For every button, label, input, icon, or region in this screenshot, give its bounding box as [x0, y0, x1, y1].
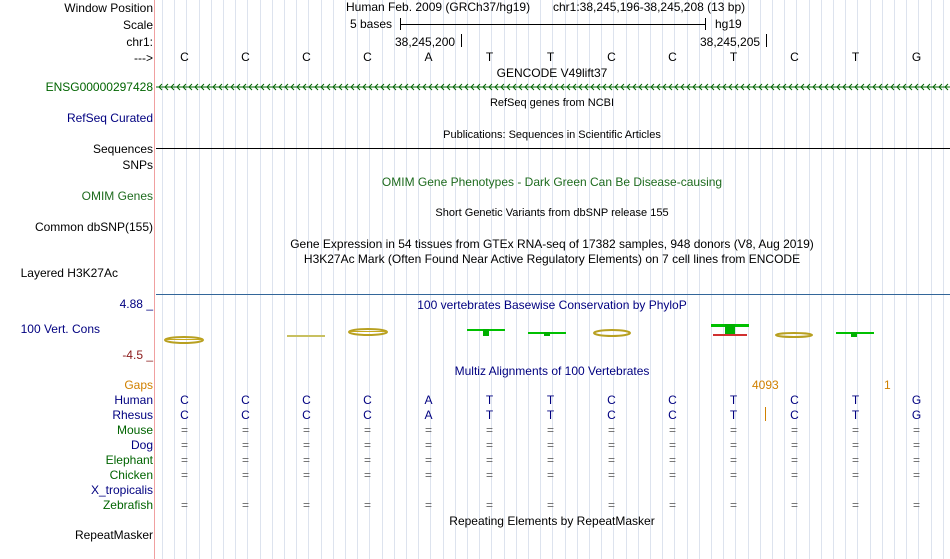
align-mouse-1: = — [241, 423, 249, 437]
base-2: C — [302, 50, 311, 64]
refseq-title: RefSeq genes from NCBI — [489, 97, 615, 109]
base-9: T — [729, 50, 738, 64]
align-human-7: C — [607, 393, 616, 407]
label-repeatmasker[interactable]: RepeatMasker — [74, 528, 153, 542]
align-dog-12: = — [912, 438, 920, 452]
label-sequences[interactable]: Sequences — [92, 142, 153, 156]
insertion-mark — [765, 407, 766, 421]
align-rhesus-11: T — [851, 408, 860, 422]
ruler-tick-2: 38,245,205 — [700, 35, 761, 49]
align-mouse-5: = — [485, 423, 493, 437]
label-cons-max: 4.88 _ — [119, 297, 153, 311]
align-dog-11: = — [851, 438, 859, 452]
align-human-1: C — [241, 393, 250, 407]
align-dog-8: = — [668, 438, 676, 452]
h3k27ac-title: H3K27Ac Mark (Often Found Near Active Regulatory Elements) on 7 cell lines from ENCODE — [303, 252, 801, 266]
align-elephant-2: = — [302, 453, 310, 467]
label-dbsnp[interactable]: Common dbSNP(155) — [34, 220, 153, 234]
align-elephant-6: = — [546, 453, 554, 467]
phylop-graph[interactable] — [156, 318, 950, 348]
phylop-base-9 — [711, 324, 749, 336]
align-dog-5: = — [485, 438, 493, 452]
align-rhesus-4: A — [424, 408, 433, 422]
gencode-gene-feature[interactable] — [156, 81, 950, 93]
base-7: C — [607, 50, 616, 64]
repeatmasker-title: Repeating Elements by RepeatMasker — [449, 514, 655, 528]
align-rhesus-3: C — [363, 408, 372, 422]
phylop-base-5 — [467, 329, 505, 336]
base-8: C — [668, 50, 677, 64]
phylop-base-10 — [776, 333, 812, 337]
align-elephant-1: = — [241, 453, 249, 467]
base-11: T — [851, 50, 860, 64]
align-zebrafish-11: = — [851, 498, 859, 512]
align-elephant-4: = — [424, 453, 432, 467]
phylop-base-0 — [165, 337, 203, 343]
align-chicken-10: = — [790, 468, 798, 482]
align-human-9: T — [729, 393, 738, 407]
label-human: Human — [114, 393, 153, 407]
align-dog-4: = — [424, 438, 432, 452]
align-zebrafish-2: = — [302, 498, 310, 512]
label-chicken: Chicken — [109, 468, 153, 482]
align-mouse-10: = — [790, 423, 798, 437]
align-mouse-11: = — [851, 423, 859, 437]
align-elephant-3: = — [363, 453, 371, 467]
align-chicken-1: = — [241, 468, 249, 482]
label-zebrafish: Zebrafish — [102, 498, 153, 512]
align-elephant-12: = — [912, 453, 920, 467]
label-cons[interactable]: 100 Vert. Cons — [20, 322, 100, 336]
label-window-position: Window Position — [64, 1, 153, 15]
align-chicken-9: = — [729, 468, 737, 482]
label-dog: Dog — [130, 438, 153, 452]
label-cons-min: -4.5 _ — [122, 348, 153, 362]
phylop-base-11 — [836, 332, 874, 337]
align-human-5: T — [485, 393, 494, 407]
gap-count-2: 1 — [884, 378, 891, 392]
align-mouse-12: = — [912, 423, 920, 437]
phylop-title: 100 vertebrates Basewise Conservation by PhyloP — [417, 298, 687, 312]
base-6: T — [546, 50, 555, 64]
scale-db: hg19 — [715, 17, 742, 31]
align-elephant-0: = — [180, 453, 188, 467]
align-human-10: C — [790, 393, 799, 407]
align-zebrafish-6: = — [546, 498, 554, 512]
align-dog-1: = — [241, 438, 249, 452]
base-1: C — [241, 50, 250, 64]
label-omim[interactable]: OMIM Genes — [81, 189, 153, 203]
label-scale: Scale — [122, 18, 153, 32]
label-refseq[interactable]: RefSeq Curated — [66, 111, 153, 125]
align-rhesus-7: C — [607, 408, 616, 422]
align-dog-10: = — [790, 438, 798, 452]
base-0: C — [180, 50, 189, 64]
align-chicken-8: = — [668, 468, 676, 482]
label-mouse: Mouse — [116, 423, 153, 437]
align-dog-3: = — [363, 438, 371, 452]
label-gencode-gene[interactable]: ENSG00000297428 — [45, 80, 153, 94]
align-human-12: G — [911, 393, 922, 407]
label-rhesus: Rhesus — [112, 408, 153, 422]
position-title: chr1:38,245,196-38,245,208 (13 bp) — [553, 0, 746, 14]
align-rhesus-2: C — [302, 408, 311, 422]
label-xtropicalis: X_tropicalis — [90, 483, 153, 497]
label-chr: chr1: — [126, 35, 153, 49]
publications-title: Publications: Sequences in Scientific Articles — [443, 129, 661, 141]
assembly-title: Human Feb. 2009 (GRCh37/hg19) — [346, 0, 531, 14]
align-mouse-6: = — [546, 423, 554, 437]
align-zebrafish-10: = — [790, 498, 798, 512]
align-rhesus-8: C — [668, 408, 677, 422]
align-human-6: T — [546, 393, 555, 407]
phylop-base-2 — [287, 335, 325, 337]
align-elephant-11: = — [851, 453, 859, 467]
align-human-11: T — [851, 393, 860, 407]
dbsnp-title: Short Genetic Variants from dbSNP release 155 — [435, 207, 669, 219]
sequences-line — [156, 148, 950, 149]
align-elephant-10: = — [790, 453, 798, 467]
align-chicken-12: = — [912, 468, 920, 482]
track-labels — [0, 0, 153, 559]
align-elephant-5: = — [485, 453, 493, 467]
align-chicken-0: = — [180, 468, 188, 482]
label-snps[interactable]: SNPs — [122, 158, 153, 172]
label-elephant: Elephant — [105, 453, 153, 467]
gtex-title: Gene Expression in 54 tissues from GTEx RNA-seq of 17382 samples, 948 donors (V8, Aug 2019) — [290, 237, 814, 251]
align-human-8: C — [668, 393, 677, 407]
multiz-title: Multiz Alignments of 100 Vertebrates — [454, 364, 650, 378]
align-mouse-7: = — [607, 423, 615, 437]
base-5: T — [485, 50, 494, 64]
base-12: G — [911, 50, 922, 64]
align-rhesus-10: C — [790, 408, 799, 422]
align-rhesus-0: C — [180, 408, 189, 422]
align-chicken-6: = — [546, 468, 554, 482]
align-rhesus-5: T — [485, 408, 494, 422]
align-rhesus-1: C — [241, 408, 250, 422]
phylop-base-3 — [349, 329, 387, 335]
align-mouse-9: = — [729, 423, 737, 437]
gencode-title: GENCODE V49lift37 — [496, 66, 608, 80]
base-3: C — [363, 50, 372, 64]
align-dog-2: = — [302, 438, 310, 452]
align-rhesus-12: G — [911, 408, 922, 422]
gap-count-1: 4093 — [752, 378, 779, 392]
align-dog-0: = — [180, 438, 188, 452]
align-elephant-9: = — [729, 453, 737, 467]
align-elephant-7: = — [607, 453, 615, 467]
scale-bar — [400, 18, 706, 30]
ruler-tick-mark-2 — [766, 34, 767, 47]
align-rhesus-9: T — [729, 408, 738, 422]
label-h3k27ac[interactable]: Layered H3K27Ac — [20, 266, 118, 280]
align-zebrafish-7: = — [607, 498, 615, 512]
phylop-base-6 — [528, 332, 566, 336]
align-human-4: A — [424, 393, 433, 407]
align-chicken-3: = — [363, 468, 371, 482]
align-zebrafish-5: = — [485, 498, 493, 512]
ruler-tick-mark-1 — [461, 34, 462, 47]
align-dog-9: = — [729, 438, 737, 452]
label-gaps: Gaps — [124, 378, 153, 392]
align-mouse-8: = — [668, 423, 676, 437]
gencode-arrows — [156, 81, 950, 93]
scale-bases: 5 bases — [350, 17, 393, 31]
base-4: A — [424, 50, 433, 64]
align-zebrafish-3: = — [363, 498, 371, 512]
ruler-tick-1: 38,245,200 — [395, 35, 456, 49]
align-chicken-2: = — [302, 468, 310, 482]
align-zebrafish-1: = — [241, 498, 249, 512]
align-zebrafish-4: = — [424, 498, 432, 512]
align-mouse-4: = — [424, 423, 432, 437]
base-10: C — [790, 50, 799, 64]
align-zebrafish-0: = — [180, 498, 188, 512]
label-strand: ---> — [134, 51, 153, 65]
align-dog-6: = — [546, 438, 554, 452]
align-dog-7: = — [607, 438, 615, 452]
align-chicken-7: = — [607, 468, 615, 482]
align-zebrafish-12: = — [912, 498, 920, 512]
align-human-0: C — [180, 393, 189, 407]
align-chicken-5: = — [485, 468, 493, 482]
browser-image[interactable] — [156, 0, 950, 559]
phylop-base-7 — [594, 330, 630, 336]
align-zebrafish-9: = — [729, 498, 737, 512]
align-human-3: C — [363, 393, 372, 407]
align-mouse-3: = — [363, 423, 371, 437]
align-rhesus-6: T — [546, 408, 555, 422]
align-mouse-2: = — [302, 423, 310, 437]
omim-title: OMIM Gene Phenotypes - Dark Green Can Be Disease-causing — [381, 175, 723, 189]
align-mouse-0: = — [180, 423, 188, 437]
align-chicken-11: = — [851, 468, 859, 482]
cons-top-line — [156, 294, 950, 295]
align-human-2: C — [302, 393, 311, 407]
align-chicken-4: = — [424, 468, 432, 482]
label-separator — [154, 0, 155, 559]
align-elephant-8: = — [668, 453, 676, 467]
align-zebrafish-8: = — [668, 498, 676, 512]
